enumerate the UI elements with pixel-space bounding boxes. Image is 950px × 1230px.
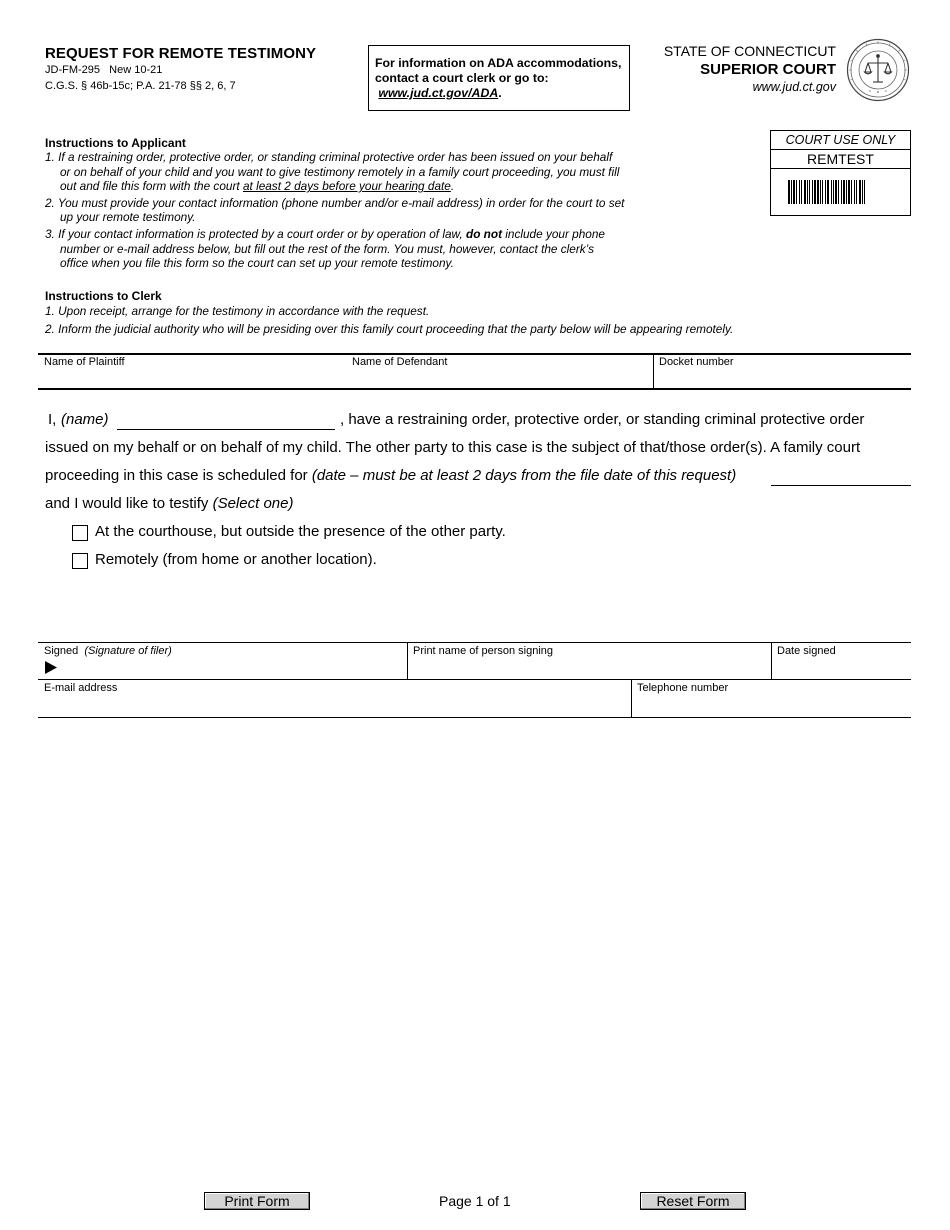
print-form-button[interactable]: Print Form (204, 1192, 310, 1210)
barcode-bar (856, 180, 857, 204)
print-name-field[interactable] (413, 658, 768, 678)
barcode-bar (827, 180, 829, 204)
courthouse-checkbox[interactable] (72, 525, 88, 541)
clerk-instructions-heading: Instructions to Clerk (45, 289, 162, 303)
form-title: REQUEST FOR REMOTE TESTIMONY (45, 45, 317, 62)
reset-form-button[interactable]: Reset Form (640, 1192, 746, 1210)
court-use-only-box (770, 130, 911, 216)
barcode-bar (854, 180, 855, 204)
applicant-instruction-1: 1. If a restraining order, protective order, or standing criminal protective order has been issued on your behalf or on behalf of your child and you want to give testimony remotely in a family court proceeding, you must fill out and file this form with the court at least 2 days before your hearing date. (45, 150, 620, 194)
judicial-seal-logo (846, 38, 910, 102)
barcode-bar (793, 180, 795, 204)
barcode-bar (833, 180, 834, 204)
statement-line-3: proceeding in this case is scheduled for (date – must be at least 2 days from the file date of this request) (45, 467, 737, 484)
docket-field[interactable] (659, 369, 904, 387)
barcode-bar (846, 180, 847, 204)
print-name-label: Print name of person signing (413, 645, 554, 657)
date-divider (771, 643, 772, 679)
email-label: E-mail address (44, 682, 118, 694)
barcode-bar (822, 180, 823, 204)
ada-period: . (498, 86, 502, 100)
date-signed-label: Date signed (777, 645, 836, 657)
docket-label: Docket number (659, 356, 734, 368)
court-website: www.jud.ct.gov (752, 80, 836, 94)
defendant-label: Name of Defendant (352, 356, 448, 368)
barcode-bar (835, 180, 837, 204)
statement-line-4: and I would like to testify (Select one) (45, 495, 294, 512)
barcode-bar (801, 180, 802, 204)
barcode-bar (817, 180, 819, 204)
clerk-instructions (45, 304, 905, 336)
barcode-bar (788, 180, 790, 204)
telephone-field[interactable] (637, 695, 905, 715)
date-signed-field[interactable] (777, 658, 907, 678)
court-use-only-header: COURT USE ONLY (771, 131, 910, 150)
email-field[interactable] (44, 695, 624, 715)
barcode-bar (820, 180, 821, 204)
clerk-instruction-1: 1. Upon receipt, arrange for the testimony in accordance with the request. (45, 304, 430, 318)
plaintiff-field[interactable] (44, 369, 344, 387)
barcode (771, 169, 910, 215)
statute-reference: C.G.S. § 46b-15c; P.A. 21-78 §§ 2, 6, 7 (45, 80, 236, 92)
ada-link[interactable]: www.jud.ct.gov/ADA (378, 86, 499, 100)
barcode-bar (848, 180, 850, 204)
telephone-label: Telephone number (637, 682, 729, 694)
barcode-bar (831, 180, 832, 204)
barcode-bar (809, 180, 810, 204)
statement-i: I, (48, 411, 57, 428)
courthouse-option-label: At the courthouse, but outside the presence of the other party. (95, 523, 506, 540)
applicant-instruction-2: 2. You must provide your contact information (phone number and/or e-mail address) in order for the court to set up your remote testimony. (45, 195, 625, 225)
applicant-instruction-3: 3. If your contact information is protected by a court order or by operation of law, do not include your phone number or e-mail address below, but fill out the rest of the form. You must, however, contact the clerk’s office when you file this form so the court can set up your remote testimony. (45, 226, 605, 271)
signature-field[interactable] (62, 658, 402, 678)
statement-line-2: issued on my behalf or on behalf of my child. The other party to this case is the subject of that/those order(s). A family court (45, 439, 861, 456)
barcode-bar (814, 180, 816, 204)
applicant-instructions-heading: Instructions to Applicant (45, 136, 186, 150)
state-name: STATE OF CONNECTICUT (663, 43, 836, 59)
contact-divider (631, 680, 632, 717)
remote-option-label: Remotely (from home or another location). (95, 551, 377, 568)
ada-line-1: For information on ADA accommodations, (375, 56, 622, 70)
barcode-bar (799, 180, 800, 204)
name-label: (name) (61, 411, 109, 428)
signature-divider (407, 643, 408, 679)
defendant-field[interactable] (352, 369, 652, 387)
barcode-bar (862, 180, 863, 204)
remote-checkbox[interactable] (72, 553, 88, 569)
statement-line-1: , have a restraining order, protective order, or standing criminal protective order (340, 411, 865, 428)
signature-row (38, 642, 911, 680)
clerk-instruction-2: 2. Inform the judicial authority who will be presiding over this family court proceeding that the party below will be appearing remotely. (45, 321, 734, 336)
barcode-bar (825, 180, 826, 204)
barcode-bar (796, 180, 797, 204)
name-field[interactable] (117, 412, 335, 430)
applicant-instructions (45, 150, 625, 273)
form-number: JD-FM-295 New 10-21 (45, 64, 163, 76)
barcode-bar (804, 180, 806, 204)
page-number: Page 1 of 1 (439, 1193, 511, 1209)
barcode-bar (807, 180, 808, 204)
case-caption (38, 353, 911, 390)
barcode-graphic (788, 180, 894, 204)
contact-row (38, 680, 911, 718)
barcode-bar (843, 180, 845, 204)
signature-arrow-icon (45, 661, 57, 674)
ada-line-2: contact a court clerk or go to: (375, 71, 549, 85)
plaintiff-label: Name of Plaintiff (44, 356, 125, 368)
barcode-bar (841, 180, 842, 204)
caption-divider (653, 355, 654, 388)
barcode-bar (851, 180, 852, 204)
barcode-bar (864, 180, 865, 204)
barcode-bar (791, 180, 792, 204)
barcode-bar (859, 180, 861, 204)
ada-info-box (368, 45, 630, 111)
barcode-bar (812, 180, 813, 204)
form-code: REMTEST (771, 150, 910, 169)
hearing-date-field[interactable] (771, 468, 911, 486)
signed-label: Signed (Signature of filer) (44, 645, 172, 657)
barcode-bar (838, 180, 839, 204)
court-name: SUPERIOR COURT (700, 61, 836, 78)
